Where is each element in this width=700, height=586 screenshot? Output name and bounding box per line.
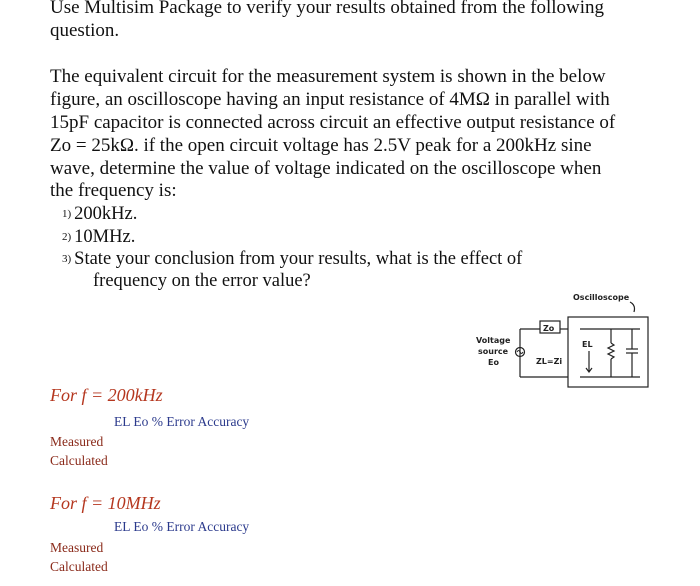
section-2-row-measured: Measured [50, 540, 104, 555]
el-label: EL [582, 340, 593, 349]
problem-line-5: wave, determine the value of voltage indicated on the oscilloscope when [50, 158, 602, 179]
list-item-number: 2) [62, 231, 72, 243]
section-1-row-calculated: Calculated [50, 453, 108, 468]
section-1-row-measured: Measured [50, 434, 104, 449]
zl-label: ZL=Zi [536, 357, 563, 366]
oscilloscope-label: Oscilloscope [573, 293, 630, 302]
problem-line-3: 15pF capacitor is connected across circuit an effective output resistance of [50, 112, 616, 133]
intro-line-1: Use Multisim Package to verify your results obtained from the following [50, 0, 605, 18]
list-item-1 [62, 203, 137, 227]
source-label-3: Eo [488, 358, 499, 367]
section-1-header: EL Eo % Error Accuracy [114, 414, 250, 429]
list-item-text: 200kHz. [74, 204, 138, 224]
oscilloscope-pointer [630, 302, 635, 312]
list-item-number: 1) [62, 208, 72, 220]
problem-line-4: Zo = 25kΩ. if the open circuit voltage has 2.5V peak for a 200kHz sine [50, 135, 592, 156]
circuit-diagram [470, 285, 650, 390]
list-item-text: State your conclusion from your results, what is the effect of [74, 249, 523, 269]
list-item-text: 10MHz. [74, 227, 136, 247]
problem-line-2: figure, an oscilloscope having an input resistance of 4MΩ in parallel with [50, 89, 610, 110]
source-label-1: Voltage [476, 336, 511, 345]
list-item-3-continued: frequency on the error value? [93, 271, 311, 291]
problem-line-1: The equivalent circuit for the measurement system is shown in the below [50, 66, 606, 87]
section-2-row-calculated: Calculated [50, 559, 108, 574]
section-2-header: EL Eo % Error Accuracy [114, 519, 250, 534]
intro-line-2: question. [50, 20, 120, 41]
resistor-symbol [608, 343, 614, 359]
problem-line-6: the frequency is: [50, 180, 177, 201]
list-item-2 [62, 226, 135, 250]
source-label-2: source [478, 347, 509, 356]
section-2-title: For f = 10MHz [50, 493, 161, 513]
list-item-3 [62, 248, 522, 272]
zo-label: Zo [543, 324, 555, 333]
section-1-title: For f = 200kHz [50, 385, 163, 405]
list-item-number: 3) [62, 253, 72, 265]
